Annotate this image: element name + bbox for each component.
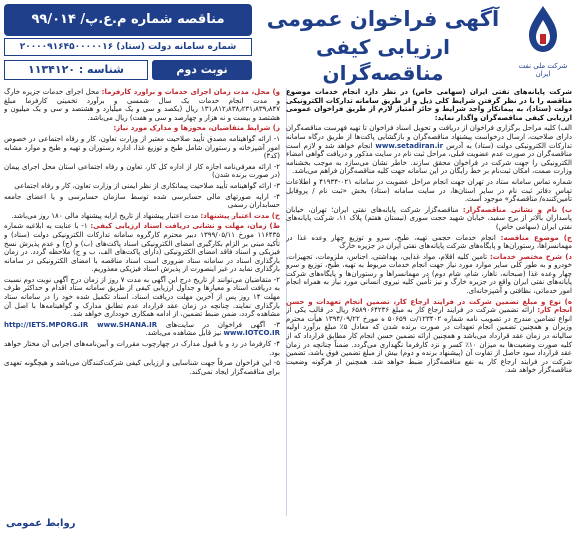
paragraph-t6: ۵- این فراخوان صرفاً جهت شناسایی و ارزیابی کیفی شرکت‌کنندگان می‌باشد و هیچگونه تعهدی برای مناقصه‌گزار ایجاد نمی‌کند. [4,359,280,376]
nioc-logo-icon [521,4,565,56]
paragraph-f: و) محل، مدت زمان اجرای خدمات و برآورد کارفرما: محل اجرای خدمات جزیره خارگ و مدت انجام خدمات یک سال شمسی و برآورد تخمینی کارفرما مبلغ ۱۳۱٫۸۱۲٫۸۳۸٫۲۳۱٫۸۳۹٫۸۴۷ ریال (یکصد و سی و یک میلیارد و هشتصد و سی و یک میلیون و هشتصد و بیست و نه هزار و چهارصد و سی و هفت) ریال می‌باشد. [4,88,280,122]
paragraph-d: د) شرح مختصر خدمات: تامین کلیه اقلام، مواد غذایی، بهداشتی، اجناس، ملزومات، تجهیزات، خودرو و به طور کلی سایر موارد مورد نیاز جهت انجام خدمات مربوط به تهیه، طبخ، توزیع و سرو چهار وعده غذا (صبحانه، ناهار، شام، شام دوم) در مهمانسراها و رستوران‌ها و پایگاه‌های شرکت پایانه‌های نفتی ایران واقع در جزیره خارگ و نیز تأمین کلیه نیروی انسانی مورد نیاز به همراه انجام امور خدماتی، نظافتی و آشپزخانه‌ای. [286,252,572,296]
announcement-header [0,0,576,86]
setad-link[interactable]: www.setadiran.ir [375,141,444,150]
round-badge: نوبت دوم [152,60,252,80]
paragraph-a-contact: شماره تماس سامانه ستاد در تهران جهت انجام مراحل عضویت در سامانه ۰۲۱-۴۱۹۳۴ و اطلاعات تماس دفاتر ثبت نام در سایر استان‌ها، در سایت سامانه (ستاد) بخش «ثبت نام / پروفایل تأمین‌کننده/ مناقصه‌گر» موجود است. [286,177,572,204]
logo-caption: شرکت ملی نفت ایران [518,62,568,78]
right-column [286,88,572,516]
public-relations-signature: روابط عمومی [6,518,76,529]
paragraph-h: ح) مدت اعتبار پیشنهاد: مدت اعتبار پیشنهاد از تاریخ ارایه پیشنهاد مالی ۱۸۰ روز می‌باشد. [11,211,280,220]
left-column [4,88,280,516]
setad-registration-number: شماره سامانه دولت (ستاد) ۲۰۰۰۰۹۱۶۴۵۰۰۰۰۰۱۶ [4,38,252,56]
requirement-item: ۳- ارائه گواهینامه تأیید صلاحیت پیمانکاری از نظر ایمنی از وزارت تعاون، کار و رفاه اجتماعی [14,181,280,190]
paragraph-t3: ۳- آگهی فراخوان در سایت‌های http://IETS.MPORG.IR www.SHANA.IR www.IOTCO.IR نیز قابل مشاهده می‌باشد. [4,320,280,338]
paragraph-t5: ۴- کارفرما در رد و یا قبول مدارک در چهارچوب مقررات و آیین‌نامه‌های اجرایی آن مختار خواهد بود. [4,340,280,357]
paragraph-c: ج) موضوع مناقصه: انجام خدمات حجمی تهیه، طبخ، سرو و توزیع چهار وعده غذا در مهمانسراها، رستوران‌ها و پایگاه‌های شرکت پایانه‌های نفتی ایران در جزیره خارگ [286,233,572,251]
paragraph-t2: ۲- متقاضیان می‌توانند از تاریخ درج این آگهی به مدت ۷ روز از زمان درج آگهی نوبت دوم نسبت به دریافت اسناد و معیارها و جداول ارزیابی کیفی از طریق سامانه ستاد اقدام و حداکثر ظرف مهلت ۱۴ روز پس از آخرین مهلت دریافت اسناد، اسناد تکمیل شده خود را در سامانه ستاد بارگذاری نمایند. چنانچه در زمان عقد قرارداد عدم تطابق مدارک و گواهینامه‌ها با اصل آن مشاهده گردد، ضمن ضبط تضمین، از ادامه همکاری خودداری خواهد شد. [4,275,280,319]
requirement-item: ۱- ارائه گواهینامه مصدق تأیید صلاحیت معتبر از وزارت تعاون، کار و رفاه اجتماعی در خصوص امور آشپزخانه و رستوران شامل طبخ و توزیع غذا، اداره رستوران و تهیه و طبخ و موارد مشابه (کد۳) [4,134,280,161]
requirement-item: ۲- ارائه معرفی‌نامه اجازه کار از اداره کل کار، تعاون و رفاه اجتماعی استان محل اجرای پیمان (در صورت برنده شدن) [4,162,280,180]
paragraph-a: الف) کلیه مراحل برگزاری فراخوان از دریافت و تحویل اسناد فراخوان تا تهیه فهرست مناقصه‌گران دارای صلاحیت، ارسال درخواست پیشنهاد مناقصه‌گران و بازگشایی پاکت‌ها از طریق درگاه سامانه تدارکات الکترونیکی دولت (ستاد) به آدرس www.setadiran.ir انجام خواهد شد و لازم است مناقصه‌گران در صورت عدم عضویت قبلی، مراحل ثبت نام در سایت مذکور و دریافت گواهی امضاء الکترونیکی را جهت شرکت در فراخوان محقق سازند. خاطر نشان می‌سازد به موجب بخشنامه وزارت صمت، امکان ثبت‌نام بر خط رایگان در این سامانه جهت کلیه مناقصه‌گران فراهم می‌باشد. [286,124,572,176]
page-subtitle: ارزیابی کیفی مناقصه‌گران [315,35,451,85]
announcement-sites[interactable]: http://IETS.MPORG.IR www.SHANA.IR www.IOTCO.IR [4,320,280,338]
page-title: آگهی فراخوان عمومی [266,7,500,31]
paragraph-e: ه) نوع و مبلغ تضمین شرکت در فرایند ارجاع کار، تضمین انجام تعهدات و حسن انجام کار: ارائه تضمین شرکت در فرایند ارجاع کار به مبلغ ۶۵۸۹۰۶۴۲۳۶ ریال در قالب یکی از انواع تضامین مندرج در تصویب نامه شماره ۱۲۳۴۰۲/ت ۵۰۶۵۹ ه مورخ ۱۳۹۴/۰۹/۲۲ هیأت محترم وزیران و همچنین تضمین انجام تعهدات در صورت برنده شدن که معادل ۵٪ مبلغ برآورد اولیه سالیانه در زمان عقد قرارداد می‌باشد و همچنین ارائه تضمین حسن انجام کار مطابق قرارداد که از کلیه صورت وضعیت‌ها به میزان ۱۰٪ کسر و نزد کارفرما نگهداری می‌گردد. ضمناً چنانچه در زمان عقد قرارداد سود حاصل از تفاوت آن (پیشنهاد برنده و دوم) بیش از مبلغ تضمین فوق باشد، تضمین شرکت در فرایند ارجاع کار به نفع مناقصه‌گزار ضبط خواهد شد. همچنین از هرگونه وضعیت مناقصه‌گزار خواهد شد. [286,297,572,375]
tender-number: مناقصه شماره م.ع.پ/ ۹۹/۰۱۴ [4,4,252,36]
intro-paragraph: شرکت پایانه‌های نفتی ایران (سهامی خاص) در نظر دارد انجام خدمات موضوع مناقصه را با در نظر گرفتن شرایط کلی ذیل و از طریق سامانه تدارکات الکترونیکی دولت (ستاد)، به پیمانکار واجد شرایط و حائز امتیاز لازم از طریق فراخوان عمومی ارزیابی کیفی مناقصه‌گران واگذار نماید: [286,88,572,122]
requirement-item: ۴- ارایه صورتهای مالی حسابرسی شده توسط سازمان حسابرسی و یا اعضای جامعه حسابداران رسمی [4,192,280,210]
tracking-id: شناسه : ۱۱۳۴۱۲۰ [4,60,148,80]
logo [516,4,570,78]
paragraph-b: ب) نام و نشانی مناقصه‌گزار: مناقصه‌گزار شرکت پایانه‌های نفتی ایران؛ تهران، خیابان پاسداران بالاتر از برج سفید، خیابان شهید حجت سوری (نیستان هفتم) پلاک ۱۱، شرکت پایانه‌های نفتی ایران (سهامی خاص) [286,205,572,231]
paragraph-t: ط) زمان، مهلت و نشانی دریافت اسناد ارزیابی کیفی: ۱- با عنایت به ابلاغیه شماره ۱۱۶۴۳۵ مورخ ۱۳۹۹/۰۵/۱۱ دبیر محترم کارگروه سامانه تدارکات الکترونیکی دولت (ستاد) و تأکید مبنی بر الزام بکارگیری امضای الکترونیکی اسناد پاکت‌های (ب) و (ج) و عدم پذیرش نسخ فیزیکی و اسناد فاقد امضای الکترونیکی (دارای پاکت‌های الف، ب و ج) ملاحظه گردد. در زمان بارگذاری اسناد در سامانه ستاد ضروری است اسناد مناقصه با امضای الکترونیکی در سامانه بارگذاری نماید در غیر اینصورت از پذیرش اسناد فیزیکی معذوریم. [4,222,280,274]
paragraph-z-title: ز) شرایط متقاضیان، محوزها و مدارک مورد نیاز: [113,124,280,133]
